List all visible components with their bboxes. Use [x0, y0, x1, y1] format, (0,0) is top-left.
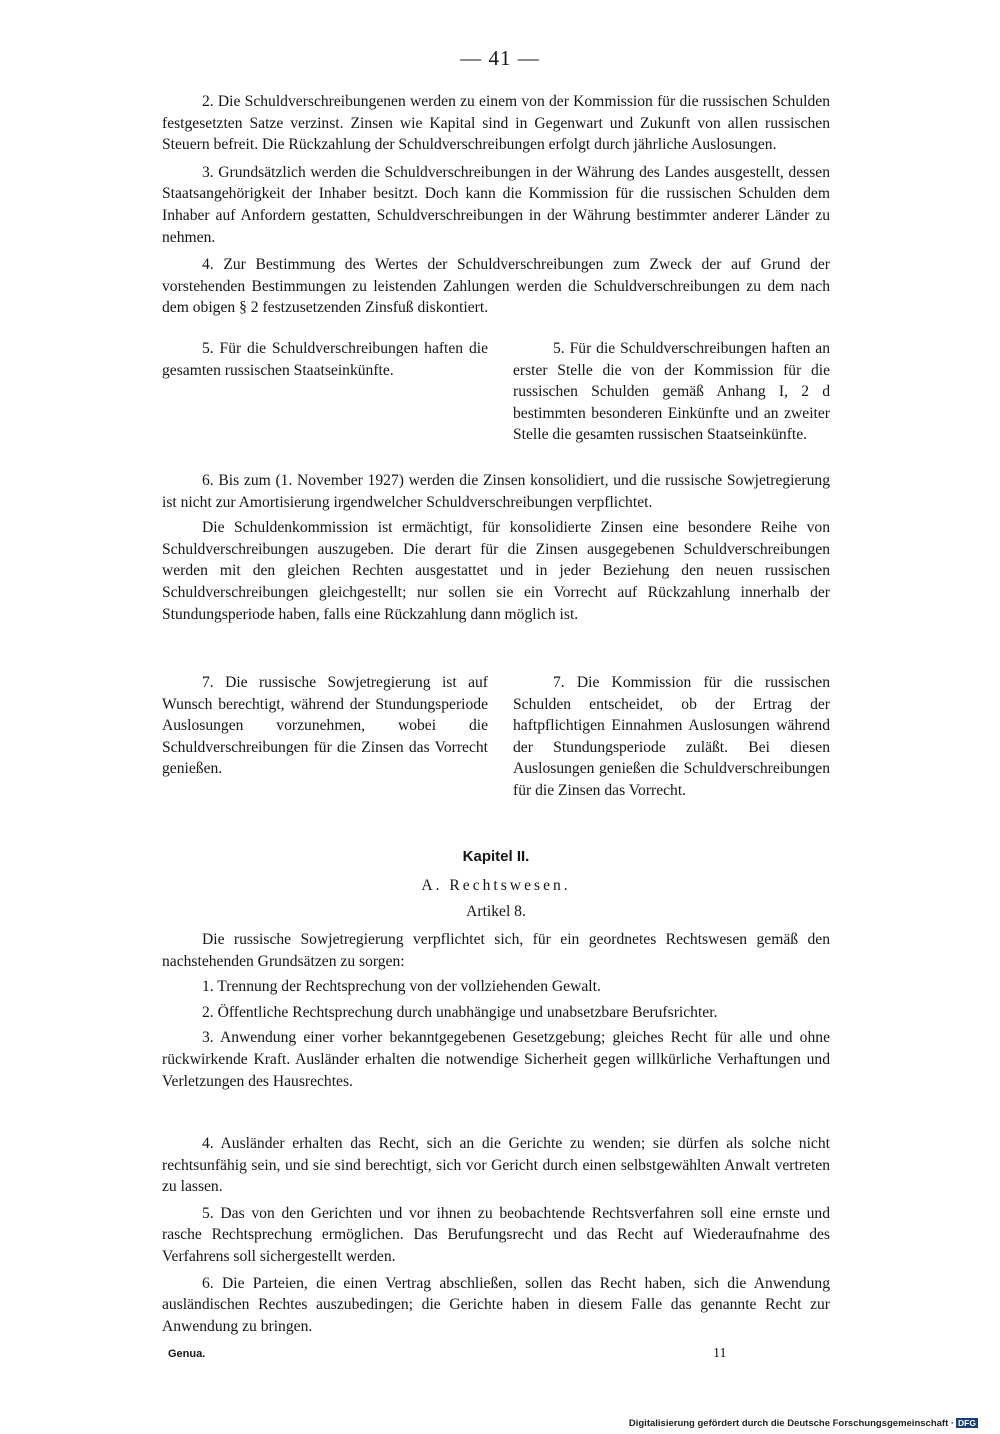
paragraph-5-left: 5. Für die Schuldverschreibungen haften die gesamten russischen Staatseinkünfte. [162, 340, 488, 379]
paragraph-7-left: 7. Die russische Sowjetregierung ist auf Wunsch berechtigt, während der Stundungsperiode Auslosungen vorzunehmen, wobei die Schuldverschreibungen für die Zinsen das Vorrecht genießen. [162, 674, 488, 778]
article-8-item-2: 2. Öffentliche Rechtsprechung durch unabhängige und unabsetzbare Berufsrichter. [202, 1003, 718, 1021]
credit-text: Digitalisierung gefördert durch die Deutsche Forschungsgemeinschaft · [628, 1418, 955, 1429]
article-8-item-4: 4. Ausländer erhalten das Recht, sich an die Gerichte zu wenden; sie dürfen als solche nicht rechtsunfähig sein, und sie sind berechtigt, sich vor Gericht durch einen selbstgewählten Anwalt vertreten zu lassen. [162, 1135, 830, 1196]
paragraph-2: 2. Die Schuldverschreibungenen werden zu einem von der Kommission für die russischen Schulden festgesetzten Satze verzinst. Zinsen wie Kapital sind in Gegenwart und Zukunft von allen russischen Steuern befreit. Die Rückzahlung der Schuldverschreibungen erfolgt durch jährliche Auslosungen. [162, 93, 830, 154]
footer-signature-left: Genua. [168, 1348, 206, 1360]
article-8-intro: Die russische Sowjetregierung verpflichtet sich, für ein geordnetes Rechtswesen gemäß den nachstehenden Grundsätzen zu sorgen: [162, 931, 830, 970]
article-8-item-3: 3. Anwendung einer vorher bekanntgegebenen Gesetzgebung; gleiches Recht für alle und ohne rückwirkende Kraft. Ausländer erhalten die notwendige Sicherheit gegen willkürliche Verhaftungen und Verletzungen des Hausrechtes. [162, 1029, 830, 1090]
paragraph-5-right: 5. Für die Schuldverschreibungen haften an erster Stelle die von der Kommission für die russischen Schulden gemäß Anhang I, 2 d bestimmten besonderen Einkünfte und an zweiter Stelle die gesamten russischen Staatseinkünfte. [513, 340, 830, 444]
paragraph-4: 4. Zur Bestimmung des Wertes der Schuldverschreibungen zum Zweck der auf Grund der vorstehenden Bestimmungen zu leistenden Zahlungen werden die Schuldverschreibungen zu dem nach dem obigen § 2 festzusetzenden Zinsfuß diskontiert. [162, 256, 830, 317]
article-8-body-cont [162, 1133, 830, 1337]
paragraph-7-right: 7. Die Kommission für die russischen Schulden entscheidet, ob der Ertrag der haftpflichtigen Einnahmen Auslosungen während der Stundungsperiode zuläßt. Bei diesen Auslosungen genießen die Schuldverschreibungen für die Zinsen das Vorrecht. [513, 674, 830, 799]
paragraph-6-block [162, 470, 830, 625]
article-8-item-1: 1. Trennung der Rechtsprechung von der vollziehenden Gewalt. [202, 978, 601, 996]
article-8-item-6: 6. Die Parteien, die einen Vertrag abschließen, sollen das Recht haben, sich die Anwendung ausländischen Rechtes auszubedingen; die Gerichte haben in diesem Falle das genannte Recht zur Anwendung zu bringen. [162, 1274, 830, 1335]
article-8-item-5: 5. Das von den Gerichten und vor ihnen zu beobachtende Rechtsverfahren soll eine ernste und rasche Rechtsprechung ermöglichen. Das Berufungsrecht und das Recht auf Wiederaufnahme des Verfahrens soll sichergestellt werden. [162, 1204, 830, 1265]
page-number: — 41 — [460, 46, 540, 70]
dfg-logo-icon: DFG [958, 1418, 976, 1428]
paragraph-3: 3. Grundsätzlich werden die Schuldverschreibungen in der Währung des Landes ausgestellt, dessen Staatsangehörigkeit der Inhaber besitzt. Doch kann die Kommission für die russischen Schulden dem Inhaber auf Anfordern gestatten, Schuldverschreibungen in der Währung bestimmter anderer Länder zu nehmen. [162, 163, 830, 246]
article-8-body [162, 929, 830, 1092]
article-heading: Artikel 8. [466, 903, 526, 920]
paragraphs-2-4 [162, 91, 830, 319]
footer-signature-right: 11 [713, 1346, 727, 1361]
paragraph-6b: Die Schuldenkommission ist ermächtigt, für konsolidierte Zinsen eine besondere Reihe von Schuldverschreibungen auszugeben. Die derart für die Zinsen ausgegebenen Schuldverschreibungen werden mit den gleichen Rechten ausgestattet und in jeder Beziehung den neuen russischen Schuldverschreibungen gleichgestellt; nur sollen sie ein Vorrecht auf Rückzahlung innerhalb der Stundungsperiode haben, falls eine Rückzahlung dann möglich ist. [162, 519, 830, 623]
chapter-subtitle: A. Rechtswesen. [421, 877, 571, 894]
digitization-credit [629, 1418, 978, 1429]
paragraph-6: 6. Bis zum (1. November 1927) werden die Zinsen konsolidiert, und die russische Sowjetregierung ist nicht zur Amortisierung irgendwelcher Schuldverschreibungen verpflichtet. [162, 472, 830, 511]
chapter-title: Kapitel II. [462, 848, 530, 865]
